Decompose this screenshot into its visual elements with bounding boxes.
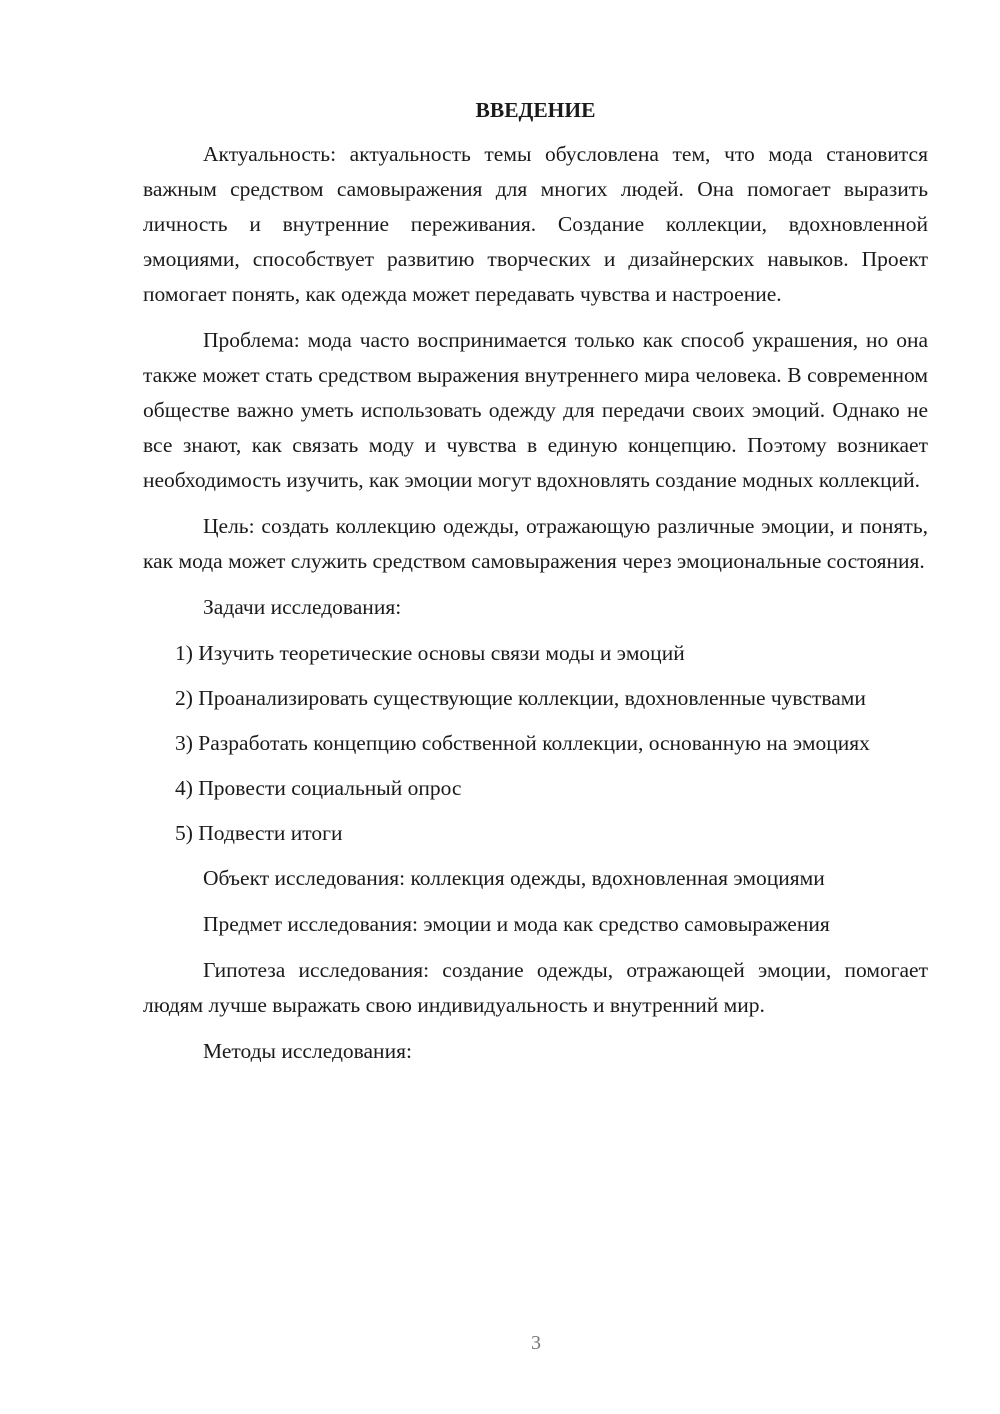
problem-paragraph: Проблема: мода часто воспринимается только как способ украшения, но она также может стать средством выражения внутреннего мира человека. В современном обществе важно уметь использовать одежду для передачи своих эмоций. Однако не все знают, как связать моду и чувства в единую концепцию. Поэтому возникает необходимость изучить, как эмоции могут вдохновлять создание модных коллекций. xyxy=(143,328,928,492)
goal-paragraph: Цель: создать коллекцию одежды, отражающую различные эмоции, и понять, как мода может служить средством самовыражения через эмоциональные состояния. xyxy=(143,514,928,573)
subject-paragraph: Предмет исследования: эмоции и мода как средство самовыражения xyxy=(203,912,830,936)
object-paragraph: Объект исследования: коллекция одежды, вдохновленная эмоциями xyxy=(203,866,825,890)
relevance-paragraph: Актуальность: актуальность темы обусловлена тем, что мода становится важным средством самовыражения для многих людей. Она помогает выразить личность и внутренние переживания. Создание коллекции, вдохновленной эмоциями, способствует развитию творческих и дизайнерских навыков. Проект помогает понять, как одежда может передавать чувства и настроение. xyxy=(143,142,928,306)
section-title: ВВЕДЕНИЕ xyxy=(475,98,596,122)
document-page xyxy=(143,90,928,1080)
page-number: 3 xyxy=(531,1332,541,1354)
list-item: 1) Изучить теоретические основы связи моды и эмоций xyxy=(175,641,685,665)
hypothesis-paragraph: Гипотеза исследования: создание одежды, отражающей эмоции, помогает людям лучше выражать свою индивидуальность и внутренний мир. xyxy=(143,958,928,1017)
tasks-heading: Задачи исследования: xyxy=(203,595,402,619)
list-item: 4) Провести социальный опрос xyxy=(175,776,462,800)
list-item: 3) Разработать концепцию собственной коллекции, основанную на эмоциях xyxy=(175,731,870,755)
methods-heading: Методы исследования: xyxy=(203,1039,412,1063)
list-item: 2) Проанализировать существующие коллекции, вдохновленные чувствами xyxy=(175,686,866,710)
tasks-list xyxy=(143,636,928,851)
list-item: 5) Подвести итоги xyxy=(175,821,343,845)
